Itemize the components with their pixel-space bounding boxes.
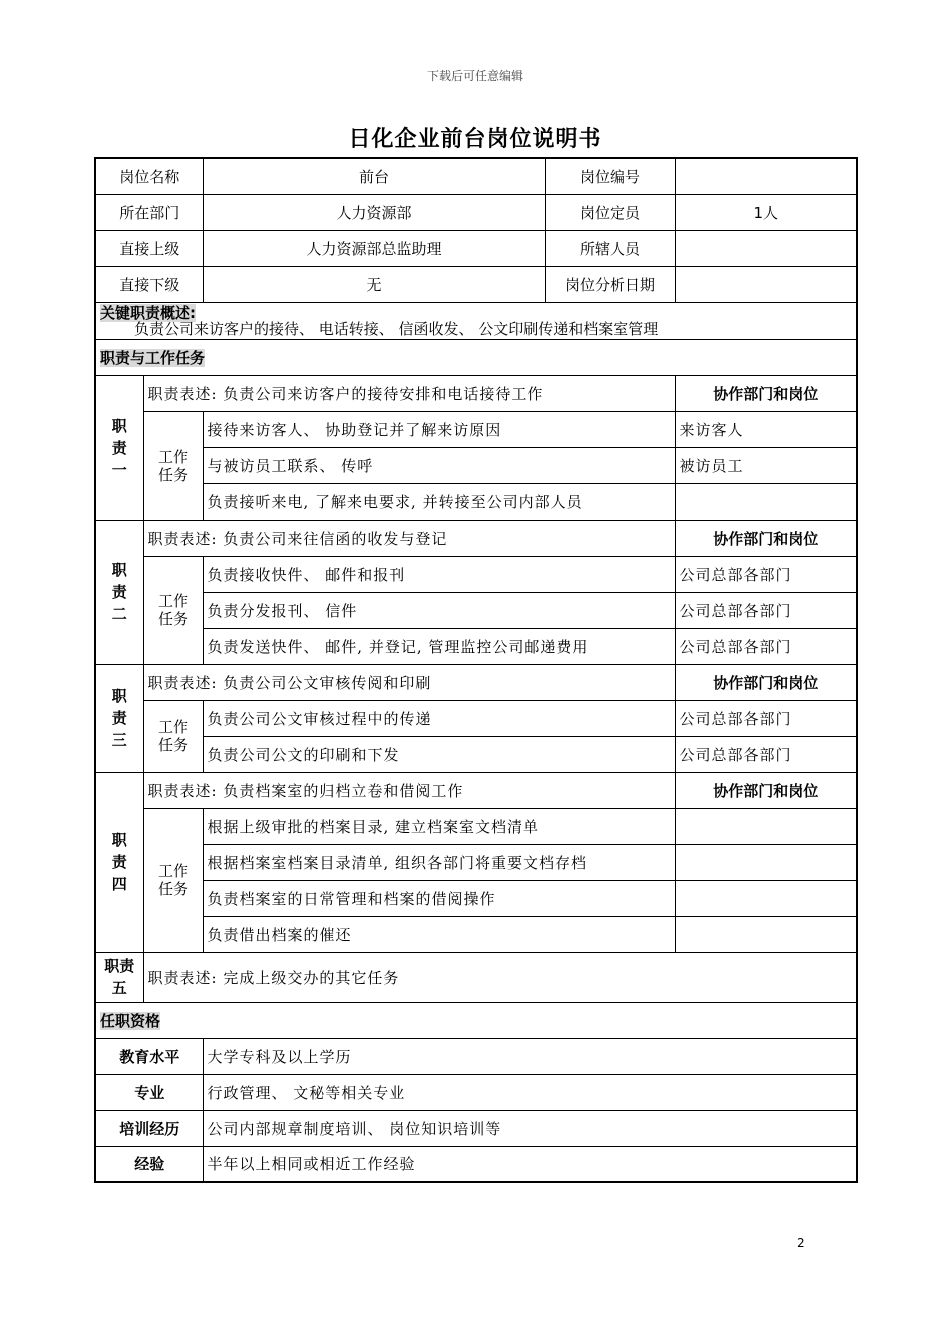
duty-1-task-row — [95, 483, 857, 520]
duty-2-desc: 职责表述: 负责公司来往信函的收发与登记 — [143, 520, 675, 556]
duty-1-desc: 职责表述: 负责公司来访客户的接待安排和电话接待工作 — [143, 375, 675, 411]
duty-4-coop-header: 协作部门和岗位 — [675, 772, 857, 808]
analysis-date-label: 岗位分析日期 — [545, 266, 675, 302]
duty-1-task-3: 负责接听来电, 了解来电要求, 并转接至公司内部人员 — [203, 483, 675, 520]
headcount-label: 岗位定员 — [545, 194, 675, 230]
duty-2-coop-1: 公司总部各部门 — [675, 556, 857, 592]
qualification-label-experience: 经验 — [95, 1146, 203, 1182]
jurisdiction-label: 所辖人员 — [545, 230, 675, 266]
jurisdiction-value — [675, 230, 857, 266]
qualification-label-major: 专业 — [95, 1074, 203, 1110]
duty-2-desc-row — [95, 520, 857, 556]
qualification-row — [95, 1038, 857, 1074]
duty-1-task-row — [95, 411, 857, 447]
duty-4-coop-4 — [675, 916, 857, 952]
duty-2-name: 职 责 二 — [95, 520, 143, 664]
duty-3-task-row — [95, 700, 857, 736]
duty-1-coop-header: 协作部门和岗位 — [675, 375, 857, 411]
duty-4-task-row — [95, 880, 857, 916]
superior-value: 人力资源部总监助理 — [203, 230, 545, 266]
qualification-value-training: 公司内部规章制度培训、 岗位知识培训等 — [203, 1110, 857, 1146]
key-summary-row — [95, 302, 857, 339]
duty-4-task-4: 负责借出档案的催还 — [203, 916, 675, 952]
position-no-label: 岗位编号 — [545, 158, 675, 194]
qualification-title-text: 任职资格 — [100, 1011, 161, 1030]
duty-4-desc-row — [95, 772, 857, 808]
qualification-value-major: 行政管理、 文秘等相关专业 — [203, 1074, 857, 1110]
headcount-value: 1人 — [675, 194, 857, 230]
qualification-title-row — [95, 1002, 857, 1038]
duty-3-task-row — [95, 736, 857, 772]
duty-4-task-row — [95, 916, 857, 952]
duty-1-task-label: 工作 任务 — [143, 411, 203, 520]
duty-3-desc: 职责表述: 负责公司公文审核传阅和印刷 — [143, 664, 675, 700]
duty-2-task-row — [95, 592, 857, 628]
qualification-value-education: 大学专科及以上学历 — [203, 1038, 857, 1074]
duty-2-coop-header: 协作部门和岗位 — [675, 520, 857, 556]
duty-2-task-1: 负责接收快件、 邮件和报刊 — [203, 556, 675, 592]
duty-4-task-row — [95, 808, 857, 844]
duty-3-coop-1: 公司总部各部门 — [675, 700, 857, 736]
key-summary-label: 关键职责概述: — [100, 303, 196, 322]
dept-value: 人力资源部 — [203, 194, 545, 230]
superior-label: 直接上级 — [95, 230, 203, 266]
duty-2-coop-2: 公司总部各部门 — [675, 592, 857, 628]
qualification-row — [95, 1146, 857, 1182]
duties-title-row — [95, 339, 857, 375]
duty-2-task-label: 工作 任务 — [143, 556, 203, 664]
subordinate-value: 无 — [203, 266, 545, 302]
duty-2-task-2: 负责分发报刊、 信件 — [203, 592, 675, 628]
qualification-title — [95, 1002, 857, 1038]
duties-title-text: 职责与工作任务 — [100, 348, 206, 367]
duty-4-task-3: 负责档案室的日常管理和档案的借阅操作 — [203, 880, 675, 916]
dept-label: 所在部门 — [95, 194, 203, 230]
qualification-row — [95, 1074, 857, 1110]
duty-4-task-2: 根据档案室档案目录清单, 组织各部门将重要文档存档 — [203, 844, 675, 880]
subordinate-label: 直接下级 — [95, 266, 203, 302]
position-name-label: 岗位名称 — [95, 158, 203, 194]
duty-3-coop-header: 协作部门和岗位 — [675, 664, 857, 700]
qualification-row — [95, 1110, 857, 1146]
duty-4-name: 职 责 四 — [95, 772, 143, 952]
duty-2-task-3: 负责发送快件、 邮件, 并登记, 管理监控公司邮递费用 — [203, 628, 675, 664]
duty-1-name: 职 责 一 — [95, 375, 143, 520]
duty-1-coop-3 — [675, 483, 857, 520]
duty-4-task-1: 根据上级审批的档案目录, 建立档案室文档清单 — [203, 808, 675, 844]
duty-5-desc: 职责表述: 完成上级交办的其它任务 — [143, 952, 857, 1002]
page-number: 2 — [797, 1236, 805, 1250]
info-row-2 — [95, 194, 857, 230]
duty-3-name: 职 责 三 — [95, 664, 143, 772]
duty-3-task-1: 负责公司公文审核过程中的传递 — [203, 700, 675, 736]
duty-1-coop-1: 来访客人 — [675, 411, 857, 447]
duty-3-task-label: 工作 任务 — [143, 700, 203, 772]
qualification-value-experience: 半年以上相同或相近工作经验 — [203, 1146, 857, 1182]
qualification-label-training: 培训经历 — [95, 1110, 203, 1146]
duty-1-task-1: 接待来访客人、 协助登记并了解来访原因 — [203, 411, 675, 447]
duty-3-desc-row — [95, 664, 857, 700]
duty-2-task-row — [95, 628, 857, 664]
duty-1-task-row — [95, 447, 857, 483]
duty-2-coop-3: 公司总部各部门 — [675, 628, 857, 664]
duty-4-task-label: 工作 任务 — [143, 808, 203, 952]
duties-title — [95, 339, 857, 375]
duty-1-task-2: 与被访员工联系、 传呼 — [203, 447, 675, 483]
info-row-3 — [95, 230, 857, 266]
duty-3-task-2: 负责公司公文的印刷和下发 — [203, 736, 675, 772]
position-name-value: 前台 — [203, 158, 545, 194]
duty-1-desc-row — [95, 375, 857, 411]
key-summary — [95, 302, 857, 339]
analysis-date-value — [675, 266, 857, 302]
duty-4-coop-3 — [675, 880, 857, 916]
duty-4-coop-1 — [675, 808, 857, 844]
info-row-1 — [95, 158, 857, 194]
duty-3-coop-2: 公司总部各部门 — [675, 736, 857, 772]
duty-5-name: 职责 五 — [95, 952, 143, 1002]
qualification-label-education: 教育水平 — [95, 1038, 203, 1074]
job-description-table — [94, 157, 858, 1183]
duty-1-coop-2: 被访员工 — [675, 447, 857, 483]
document-title: 日化企业前台岗位说明书 — [348, 127, 602, 152]
position-no-value — [675, 158, 857, 194]
duty-5-row — [95, 952, 857, 1002]
duty-4-coop-2 — [675, 844, 857, 880]
duty-4-task-row — [95, 844, 857, 880]
info-row-4 — [95, 266, 857, 302]
header-note: 下载后可任意编辑 — [426, 69, 523, 83]
duty-4-desc: 职责表述: 负责档案室的归档立卷和借阅工作 — [143, 772, 675, 808]
key-summary-text: 负责公司来访客户的接待、 电话转接、 信函收发、 公文印刷传递和档案室管理 — [134, 319, 659, 338]
duty-2-task-row — [95, 556, 857, 592]
